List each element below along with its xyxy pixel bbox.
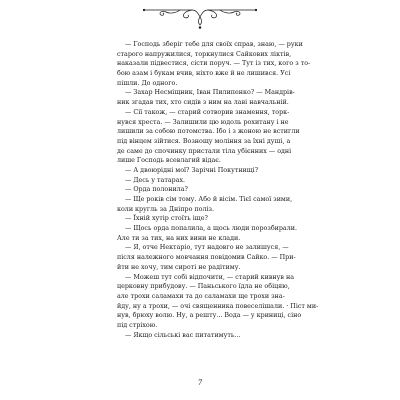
text-line: — Можеш тут собі відпочити, — старий кивнув на [125, 273, 294, 281]
text-line: — А двоюрідні мої? Зарічні Покутнищі? [125, 166, 259, 174]
text-line: лишили за собою потомства. Ібо і з жоною не встигли [117, 128, 300, 136]
text-line: — Ще років сім тому. Або й вісім. Тієї самої зими, [125, 196, 293, 203]
text-line: йду, ну а трохи, — очі священника повеселішали. · Піст ми- [117, 302, 319, 310]
text-line: Але ти за тих, на них вини не клади. [117, 234, 241, 242]
text-line: — Орда полонила? [125, 186, 188, 194]
text-line: — Сії також, — старий сотворив знамення, торк- [125, 108, 290, 116]
text-line: бою азам і букам вчив, ніхто вже й не лишився. Усі [117, 70, 291, 78]
text-line: під стріхою. [117, 321, 158, 329]
text-line: під вінцем зійтися. Вознощу моління за їхні душі, а [117, 137, 291, 145]
body-text [117, 40, 319, 340]
text-line: пішли. До одного. [117, 79, 178, 87]
text-line: — Щось орда попалила, а щось люди порозбирали. [125, 225, 297, 233]
text-line: лише Господь всевлагий відає. [117, 157, 221, 165]
text-line: коли кругль за Дніпро поліз. [117, 205, 215, 213]
text-line: — Якщо сільські вас питатимуть... [125, 331, 241, 339]
text-line: де саме до спочинку пристали тіла убієнних — одні [117, 147, 292, 155]
page-number: 7 [197, 379, 203, 387]
text-line: — Я, отче Нектаріо, тут надовго не залишуся, — [125, 244, 289, 252]
text-line: — Їхній хутір стоїть іще? [125, 215, 208, 223]
text-line: йти не хочу, тим сироті не радітиму. [117, 263, 241, 271]
text-line: церковну прибудову. — Паньського їдла не обіцяю, [117, 283, 290, 291]
text-line: ник згадав тих, хто сидів з ним на лаві навчальній. [117, 99, 289, 107]
text-line: — Десь у татарах. [125, 176, 186, 184]
decorative-scroll-ornament-icon [140, 4, 260, 30]
text-line: але трохи саламахи та до саламахи ще трохи зна- [117, 292, 285, 300]
text-line: старого напружилися, торкнулися Сайкових ліктів, [117, 50, 292, 58]
text-line: — Захар Несміщник, Іван Пилипенко? — Мандрів- [125, 89, 295, 97]
text-line: після належного мовчання повідомив Сайко. — При- [117, 254, 296, 262]
text-line: нувся хреста. — Залишили цю юдоль рохитану і не [117, 118, 289, 126]
text-line: нув, брюху волю. Ну, а решту... Вода — у криниці, сіно [117, 312, 302, 320]
text-line: наказали підвестися, сісти поруч. — Тут із тих, кого з то- [117, 60, 311, 68]
text-line: — Господь зберіг тебе для своїх справ, знаю, — руки [125, 41, 303, 48]
